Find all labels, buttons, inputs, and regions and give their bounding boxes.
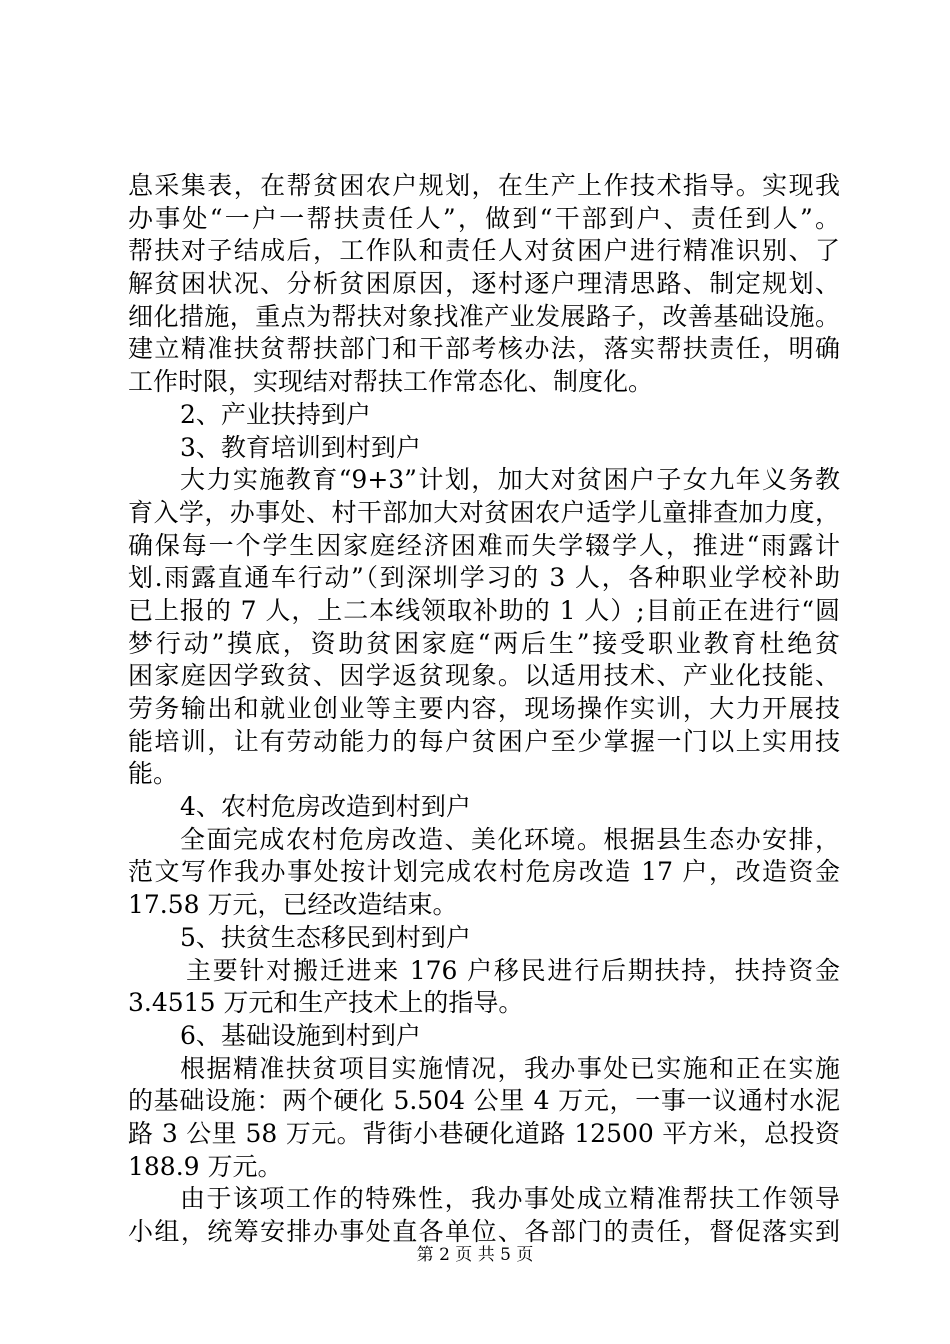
text-line: 6、基础设施到村到户: [180, 1020, 421, 1050]
text-line: 的基础设施：两个硬化 5.504 公里 4 万元，一事一议通村水泥: [128, 1086, 840, 1116]
text-line: 路 3 公里 58 万元。背街小巷硬化道路 12500 平方米，总投资: [128, 1118, 840, 1148]
text-line: 确保每一个学生因家庭经济困难而失学辍学人，推进“雨露计: [128, 530, 840, 560]
text-line: 办事处“一户一帮扶责任人”，做到“干部到户、责任到人”。: [128, 203, 840, 233]
document-body: [128, 170, 840, 1249]
text-line: 2、产业扶持到户: [180, 399, 371, 429]
text-line: 5、扶贫生态移民到村到户: [180, 922, 471, 952]
text-line: 困家庭因学致贫、因学返贫现象。以适用技术、产业化技能、: [128, 661, 840, 691]
text-line: 解贫困状况、分析贫困原因，逐村逐户理清思路、制定规划、: [128, 269, 840, 299]
text-line: 大力实施教育“9+3”计划，加大对贫困户子女九年义务教: [180, 465, 840, 495]
text-line: 由于该项工作的特殊性，我办事处成立精准帮扶工作领导: [180, 1184, 840, 1214]
text-line: 息采集表，在帮贫困农户规划，在生产上作技术指导。实现我: [128, 171, 840, 200]
text-line: 梦行动”摸底，资助贫困家庭“两后生”接受职业教育杜绝贫: [128, 628, 840, 658]
text-line: 主要针对搬迁进来 176 户移民进行后期扶持，扶持资金: [186, 955, 840, 985]
text-line: 根据精准扶贫项目实施情况，我办事处已实施和正在实施: [180, 1053, 840, 1083]
text-line: 帮扶对子结成后，工作队和责任人对贫困户进行精准识别、了: [128, 236, 840, 266]
text-line: 能。: [128, 759, 179, 789]
text-line: 工作时限，实现结对帮扶工作常态化、制度化。: [128, 367, 654, 397]
text-line: 全面完成农村危房改造、美化环境。根据县生态办安排，: [180, 824, 840, 854]
text-line: 范文写作我办事处按计划完成农村危房改造 17 户，改造资金: [128, 857, 840, 887]
text-line: 建立精准扶贫帮扶部门和干部考核办法，落实帮扶责任，明确: [128, 334, 840, 364]
text-line: 细化措施，重点为帮扶对象找准产业发展路子，改善基础设施。: [128, 301, 840, 331]
text-line: 17.58 万元，已经改造结束。: [128, 890, 458, 920]
text-line: 3.4515 万元和生产技术上的指导。: [128, 988, 524, 1018]
text-line: 育入学，办事处、村干部加大对贫困农户适学儿童排查加力度，: [128, 497, 840, 527]
page-footer: 第 2 页 共 5 页: [416, 1245, 534, 1265]
text-line: 劳务输出和就业创业等主要内容，现场操作实训，大力开展技: [128, 694, 840, 723]
text-line: 4、农村危房改造到村到户: [180, 792, 471, 822]
text-line: 3、教育培训到村到户: [180, 432, 421, 462]
text-line: 小组，统筹安排办事处直各单位、各部门的责任，督促落实到: [128, 1217, 840, 1246]
text-line: 能培训，让有劳动能力的每户贫困户至少掌握一门以上实用技: [128, 726, 840, 756]
text-line: 188.9 万元。: [128, 1151, 283, 1181]
text-line: 已上报的 7 人，上二本线领取补助的 1 人）;目前正在进行“圆: [128, 595, 840, 625]
text-line: 划.雨露直通车行动”（到深圳学习的 3 人，各种职业学校补助: [128, 563, 840, 593]
